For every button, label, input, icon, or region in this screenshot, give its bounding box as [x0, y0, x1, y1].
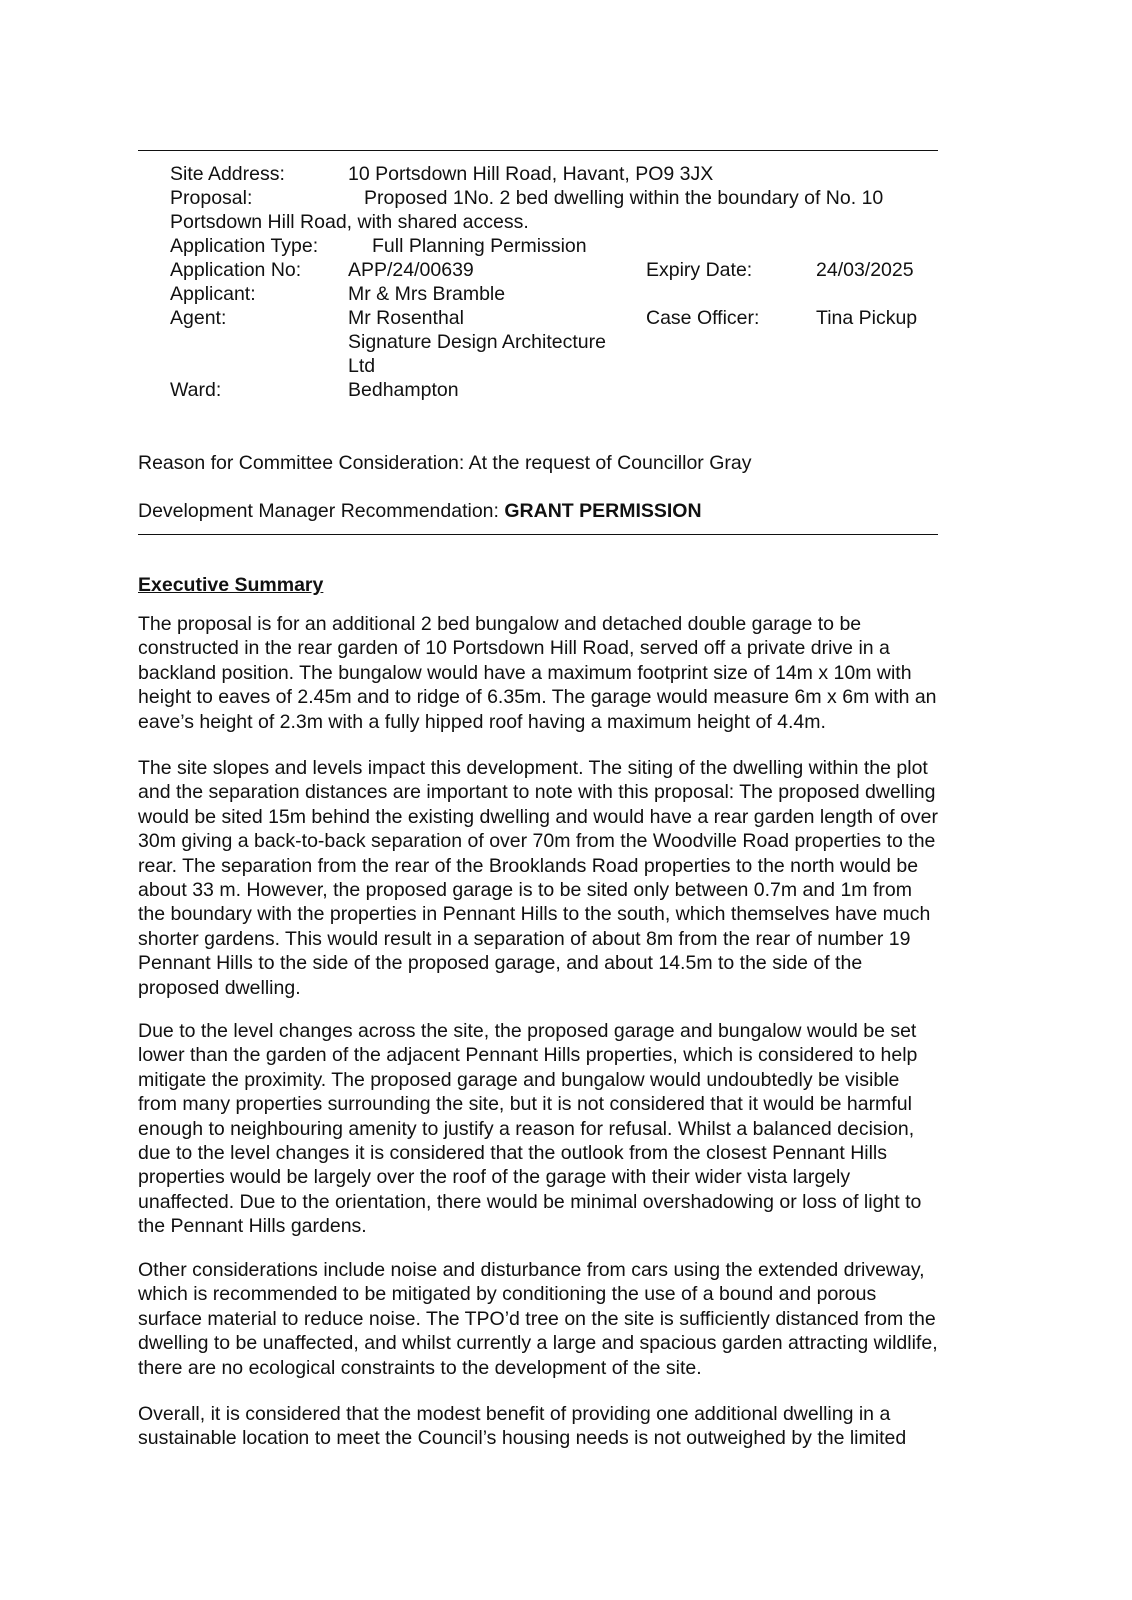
proposal-label: Proposal:: [170, 187, 253, 209]
application-no-label: Application No:: [170, 259, 302, 281]
summary-paragraph-1: [138, 612, 1008, 734]
text-line: rear. The separation from the rear of the Brooklands Road properties to the north would be: [138, 854, 919, 877]
text-line: the boundary with the properties in Pennant Hills to the south, which themselves have much: [138, 903, 931, 926]
text-line: from many properties surrounding the site, but it is not considered that it would be harmful: [138, 1093, 912, 1116]
text-line: the Pennant Hills gardens.: [138, 1215, 367, 1238]
text-line: 30m giving a back-to-back separation of over 70m from the Woodville Road properties to the: [138, 830, 936, 853]
text-line: and the separation distances are important to note with this proposal: The proposed dwelling: [138, 781, 936, 804]
text-line: about 33 m. However, the proposed garage is to be sited only between 0.7m and 1m from: [138, 879, 912, 902]
applicant-label: Applicant:: [170, 283, 256, 305]
ward-label: Ward:: [170, 379, 222, 401]
summary-paragraph-3: [138, 1019, 1008, 1239]
bottom-divider: [138, 534, 938, 535]
text-line: Overall, it is considered that the modest benefit of providing one additional dwelling in a: [138, 1403, 891, 1425]
text-line: Other considerations include noise and disturbance from cars using the extended driveway,: [138, 1259, 925, 1281]
case-officer-value: Tina Pickup: [816, 307, 918, 329]
summary-paragraph-2: [138, 756, 1008, 1000]
top-divider: [138, 150, 938, 151]
agent-value-line2: Signature Design Architecture: [348, 331, 606, 353]
text-line: Pennant Hills to the side of the proposed garage, and about 14.5m to the side of the: [138, 952, 863, 975]
text-line: surface material to reduce noise. The TPO’d tree on the site is sufficiently distanced from the: [138, 1307, 936, 1330]
text-line: unaffected. Due to the orientation, there would be minimal overshadowing or loss of light to: [138, 1190, 922, 1213]
text-line: The proposal is for an additional 2 bed bungalow and detached double garage to be: [138, 613, 862, 635]
expiry-date-label: Expiry Date:: [646, 259, 753, 281]
recommendation-value: GRANT PERMISSION: [504, 500, 702, 522]
ward-value: Bedhampton: [348, 379, 459, 401]
agent-value-line1: Mr Rosenthal: [348, 307, 464, 329]
application-no-value: APP/24/00639: [348, 259, 474, 281]
site-address-value: 10 Portsdown Hill Road, Havant, PO9 3JX: [348, 163, 714, 185]
text-line: enough to neighbouring amenity to justify a reason for refusal. Whilst a balanced decision,: [138, 1117, 915, 1140]
site-address-label: Site Address:: [170, 163, 285, 185]
committee-reason: Reason for Committee Consideration: At the request of Councillor Gray: [138, 452, 752, 474]
text-line: lower than the garden of the adjacent Pennant Hills properties, which is considered to help: [138, 1044, 918, 1067]
text-line: sustainable location to meet the Council’s housing needs is not outweighed by the limited: [138, 1427, 907, 1450]
recommendation-line: [138, 499, 702, 523]
proposal-value-line1: Proposed 1No. 2 bed dwelling within the boundary of No. 10: [364, 187, 884, 209]
text-line: height to eaves of 2.45m and to ridge of 6.35m. The garage would measure 6m x 6m with an: [138, 686, 937, 709]
text-line: eave’s height of 2.3m with a fully hipped roof having a maximum height of 4.4m.: [138, 710, 826, 733]
text-line: would be sited 15m behind the existing dwelling and would have a rear garden length of over: [138, 805, 939, 828]
application-type-label: Application Type:: [170, 235, 319, 257]
proposal-value-line2: Portsdown Hill Road, with shared access.: [170, 211, 529, 233]
summary-paragraph-4: [138, 1258, 1008, 1380]
text-line: The site slopes and levels impact this development. The siting of the dwelling within the plot: [138, 757, 928, 779]
text-line: dwelling to be unaffected, and whilst currently a large and spacious garden attracting wildlife,: [138, 1332, 938, 1355]
text-line: due to the level changes it is considered that the outlook from the closest Pennant Hills: [138, 1142, 888, 1165]
text-line: properties would be largely over the roof of the garage with their wider vista largely: [138, 1166, 851, 1189]
executive-summary-heading: Executive Summary: [138, 574, 324, 596]
text-line: there are no ecological constraints to the development of the site.: [138, 1356, 702, 1379]
case-officer-label: Case Officer:: [646, 307, 760, 329]
expiry-date-value: 24/03/2025: [816, 259, 914, 281]
text-line: shorter gardens. This would result in a separation of about 8m from the rear of number 19: [138, 927, 911, 950]
text-line: backland position. The bungalow would have a maximum footprint size of 14m x 10m with: [138, 661, 912, 684]
agent-value-line3: Ltd: [348, 355, 376, 377]
text-line: mitigate the proximity. The proposed garage and bungalow would undoubtedly be visible: [138, 1068, 900, 1091]
text-line: constructed in the rear garden of 10 Portsdown Hill Road, served off a private drive in a: [138, 637, 890, 660]
application-type-value: Full Planning Permission: [372, 235, 587, 257]
text-line: which is recommended to be mitigated by conditioning the use of a bound and porous: [138, 1283, 877, 1306]
applicant-value: Mr & Mrs Bramble: [348, 283, 506, 305]
text-line: Due to the level changes across the site, the proposed garage and bungalow would be set: [138, 1020, 917, 1042]
recommendation-label: Development Manager Recommendation:: [138, 500, 505, 522]
agent-label: Agent:: [170, 307, 227, 329]
text-line: proposed dwelling.: [138, 976, 301, 999]
summary-paragraph-5: [138, 1402, 1008, 1451]
